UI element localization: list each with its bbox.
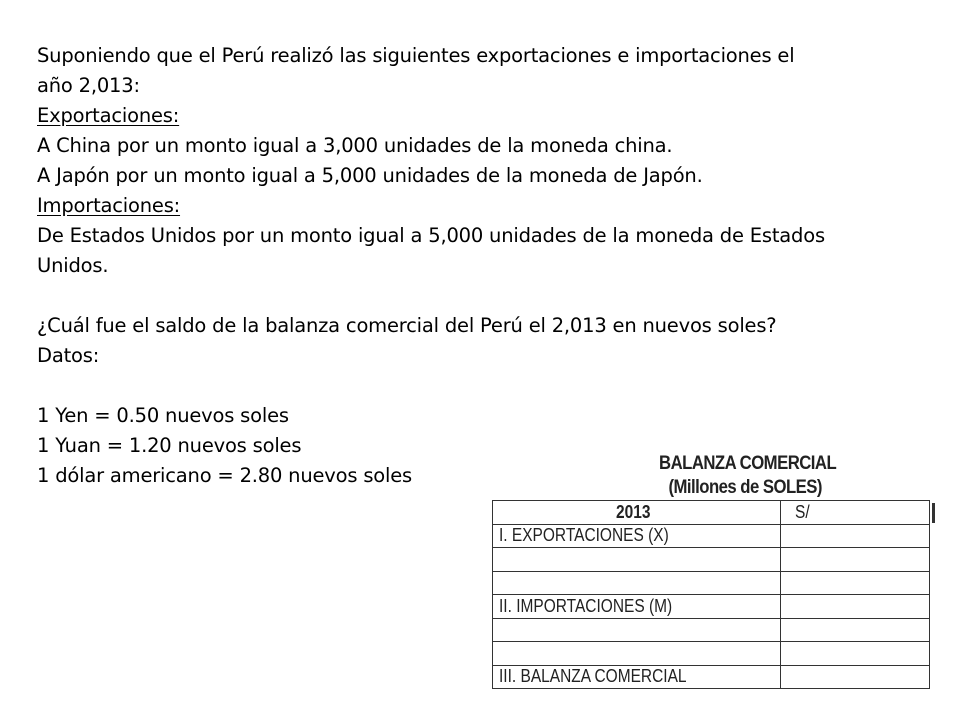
intro-line-1: Suponiendo que el Perú realizó las siguientes exportaciones e importaciones el [37, 44, 795, 67]
table-row [493, 595, 930, 619]
table-subtitle: (Millones de SOLES) [668, 477, 822, 498]
cell-imports-value[interactable] [780, 595, 929, 619]
trade-balance-table [492, 500, 930, 689]
imports-heading: Importaciones: [37, 194, 181, 217]
row-label-imports: II. IMPORTACIONES (M) [493, 595, 781, 619]
row-label-balance: III. BALANZA COMERCIAL [493, 665, 781, 689]
empty-label-cell [493, 571, 781, 595]
table-row [493, 642, 930, 666]
rate-dollar: 1 dólar americano = 2.80 nuevos soles [37, 464, 412, 487]
table-row [493, 571, 930, 595]
empty-value-cell[interactable] [780, 642, 929, 666]
rate-yen: 1 Yen = 0.50 nuevos soles [37, 404, 289, 427]
export-china: A China por un monto igual a 3,000 unidades de la moneda china. [37, 134, 673, 157]
header-currency: S/ [780, 501, 929, 525]
empty-label-cell [493, 618, 781, 642]
table-header-row [493, 501, 930, 525]
empty-label-cell [493, 642, 781, 666]
problem-statement [37, 41, 937, 491]
data-heading: Datos: [37, 344, 100, 367]
intro-line-2: año 2,013: [37, 74, 140, 97]
import-us-line-1: De Estados Unidos por un monto igual a 5,000 unidades de la moneda de Estados [37, 224, 825, 247]
table-title: BALANZA COMERCIAL [659, 453, 837, 474]
exports-heading: Exportaciones: [37, 104, 180, 127]
question: ¿Cuál fue el saldo de la balanza comercial del Perú el 2,013 en nuevos soles? [37, 314, 777, 337]
empty-label-cell [493, 548, 781, 572]
export-japan: A Japón por un monto igual a 5,000 unidades de la moneda de Japón. [37, 164, 703, 187]
table-row [493, 548, 930, 572]
rate-yuan: 1 Yuan = 1.20 nuevos soles [37, 434, 302, 457]
blank-line [37, 281, 937, 311]
cell-exports-value[interactable] [780, 524, 929, 548]
table-row [493, 665, 930, 689]
empty-value-cell[interactable] [780, 548, 929, 572]
cell-balance-value[interactable] [780, 665, 929, 689]
empty-value-cell[interactable] [780, 571, 929, 595]
empty-value-cell[interactable] [780, 618, 929, 642]
import-us-line-2: Unidos. [37, 254, 109, 277]
row-label-exports: I. EXPORTACIONES (X) [493, 524, 781, 548]
header-year: 2013 [493, 501, 781, 525]
table-edge-mark [932, 503, 935, 523]
table-row [493, 524, 930, 548]
blank-line [37, 371, 937, 401]
table-row [493, 618, 930, 642]
